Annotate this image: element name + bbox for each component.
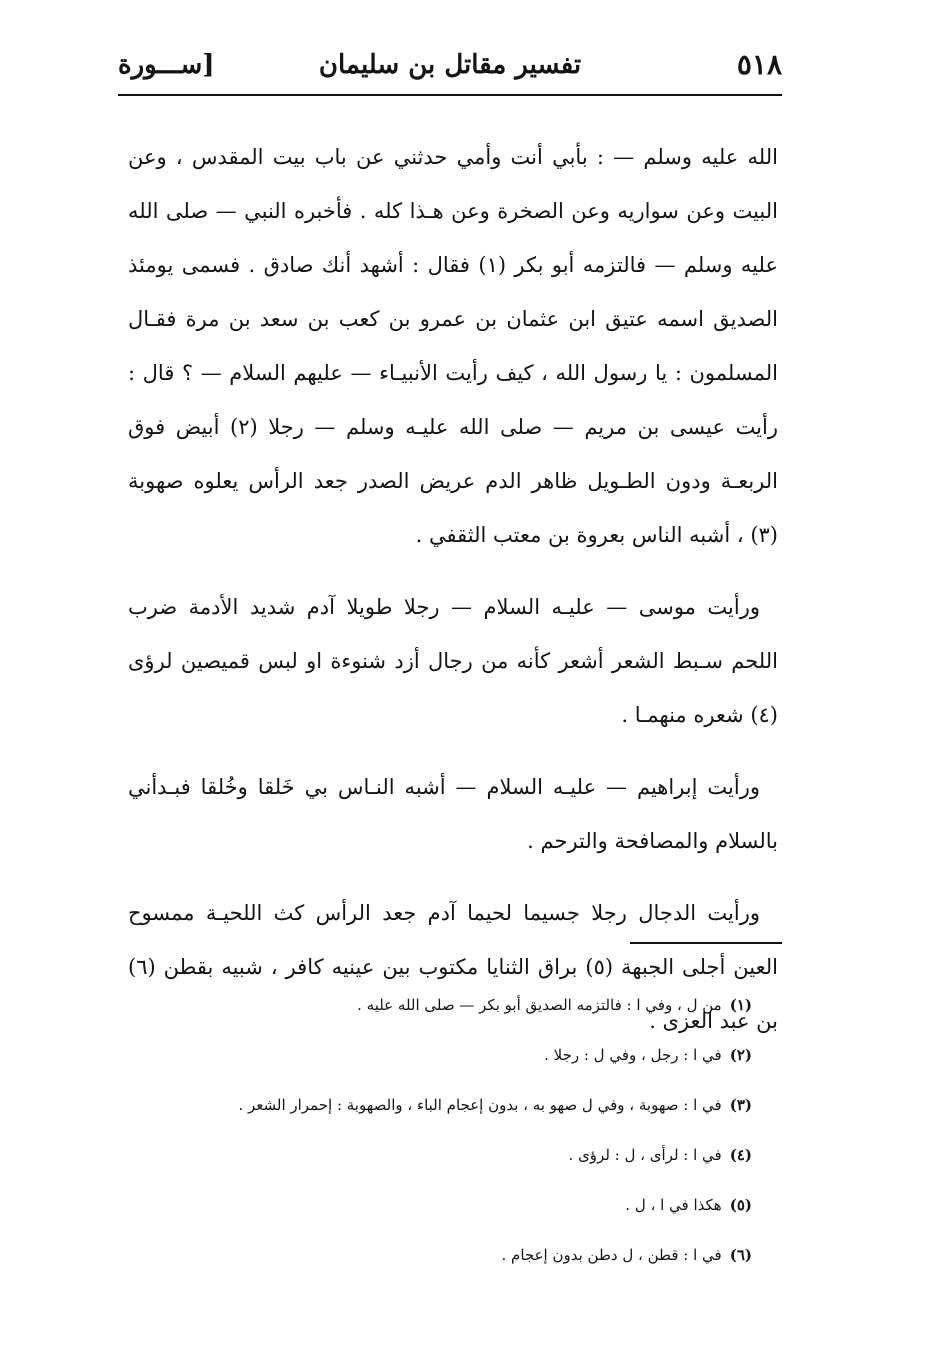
footnote-2 xyxy=(160,1030,752,1080)
paragraph-3 xyxy=(128,760,778,868)
footnote-number: (٢) xyxy=(729,1046,752,1064)
footnote-text: من ل ، وفي ا : فالتزمه الصديق أبو بكر — صلى الله عليه . xyxy=(357,996,722,1014)
paragraph-text: ورأيت موسى — عليـه السلام — رجلا طويلا آدم شديد الأدمة ضرب اللحم سـبط الشعر أشعر كأنه من رجال أزد شنوءة او لبس قميصين لرؤى (٤) شعره منهمـا . xyxy=(128,595,778,727)
footnote-text: في ا : قطن ، ل دطن بدون إعجام . xyxy=(501,1246,722,1264)
footnote-text: في ا : رجل ، وفي ل : رجلا . xyxy=(544,1046,722,1064)
footnote-rule xyxy=(630,942,782,944)
footnote-number: (٤) xyxy=(729,1146,752,1164)
surah-label: [ســـورة xyxy=(118,50,215,80)
footnote-text: في ا : لرأى ، ل : لرؤى . xyxy=(568,1146,722,1164)
footnote-number: (٦) xyxy=(729,1246,752,1264)
paragraph-text: ورأيت الدجال رجلا جسيما لحيما آدم جعد الرأس كث اللحيـة ممسوح العين أجلى الجبهة (٥) براق الثنايا مكتوب بين عينيه كافر ، شبيه بقطن (٦) بن عبد العزى . xyxy=(128,901,778,1033)
paragraph-1 xyxy=(128,130,778,562)
main-text xyxy=(128,130,778,1048)
running-title: تفسير مقاتل بن سليمان xyxy=(318,50,582,80)
footnote-number: (٥) xyxy=(729,1196,752,1214)
footnote-number: (١) xyxy=(729,996,752,1014)
footnote-text: هكذا في ا ، ل . xyxy=(625,1196,722,1214)
paragraph-2 xyxy=(128,580,778,742)
footnote-5 xyxy=(160,1180,752,1230)
footnote-number: (٣) xyxy=(729,1096,752,1114)
page-number: ٥١٨ xyxy=(736,48,782,81)
paragraph-text: الله عليه وسلم — : بأبي أنت وأمي حدثني عن باب بيت المقدس ، وعن البيت وعن سواريه وعن الصخرة وعن هـذا كله . فأخبره النبي — صلى الله عليه وسلم — فالتزمه أبو بكر (١) فقال : أشهد أنك صادق . فسمى يومئذ الصديق اسمه عتيق ابن عثمان بن عمرو بن كعب بن سعد بن مرة فقـال المسلمون : يا رسول الله ، كيف رأيت الأنبيـاء — عليهم السلام — ؟ قال : رأيت عيسى بن مريم — صلى الله عليـه وسلم — رجلا (٢) أبيض فوق الربعـة ودون الطـويل ظاهر الدم عريض الصدر جعد الرأس يعلوه صهوبة (٣) ، أشبه الناس بعروة بن معتب الثقفي . xyxy=(128,145,779,547)
footnotes xyxy=(160,980,752,1280)
footnote-1 xyxy=(160,980,752,1030)
paragraph-text: ورأيت إبراهيم — عليـه السلام — أشبه النـاس بي خَلقا وخُلقا فبـدأني بالسلام والمصافحة والترحم . xyxy=(128,775,778,853)
footnote-text: في ا : صهوبة ، وفي ل صهو به ، بدون إعجام الباء ، والصهوبة : إحمرار الشعر . xyxy=(238,1096,722,1114)
footnote-3 xyxy=(160,1080,752,1130)
page-header xyxy=(118,44,782,94)
header-rule xyxy=(118,94,782,96)
footnote-4 xyxy=(160,1130,752,1180)
footnote-6 xyxy=(160,1230,752,1280)
